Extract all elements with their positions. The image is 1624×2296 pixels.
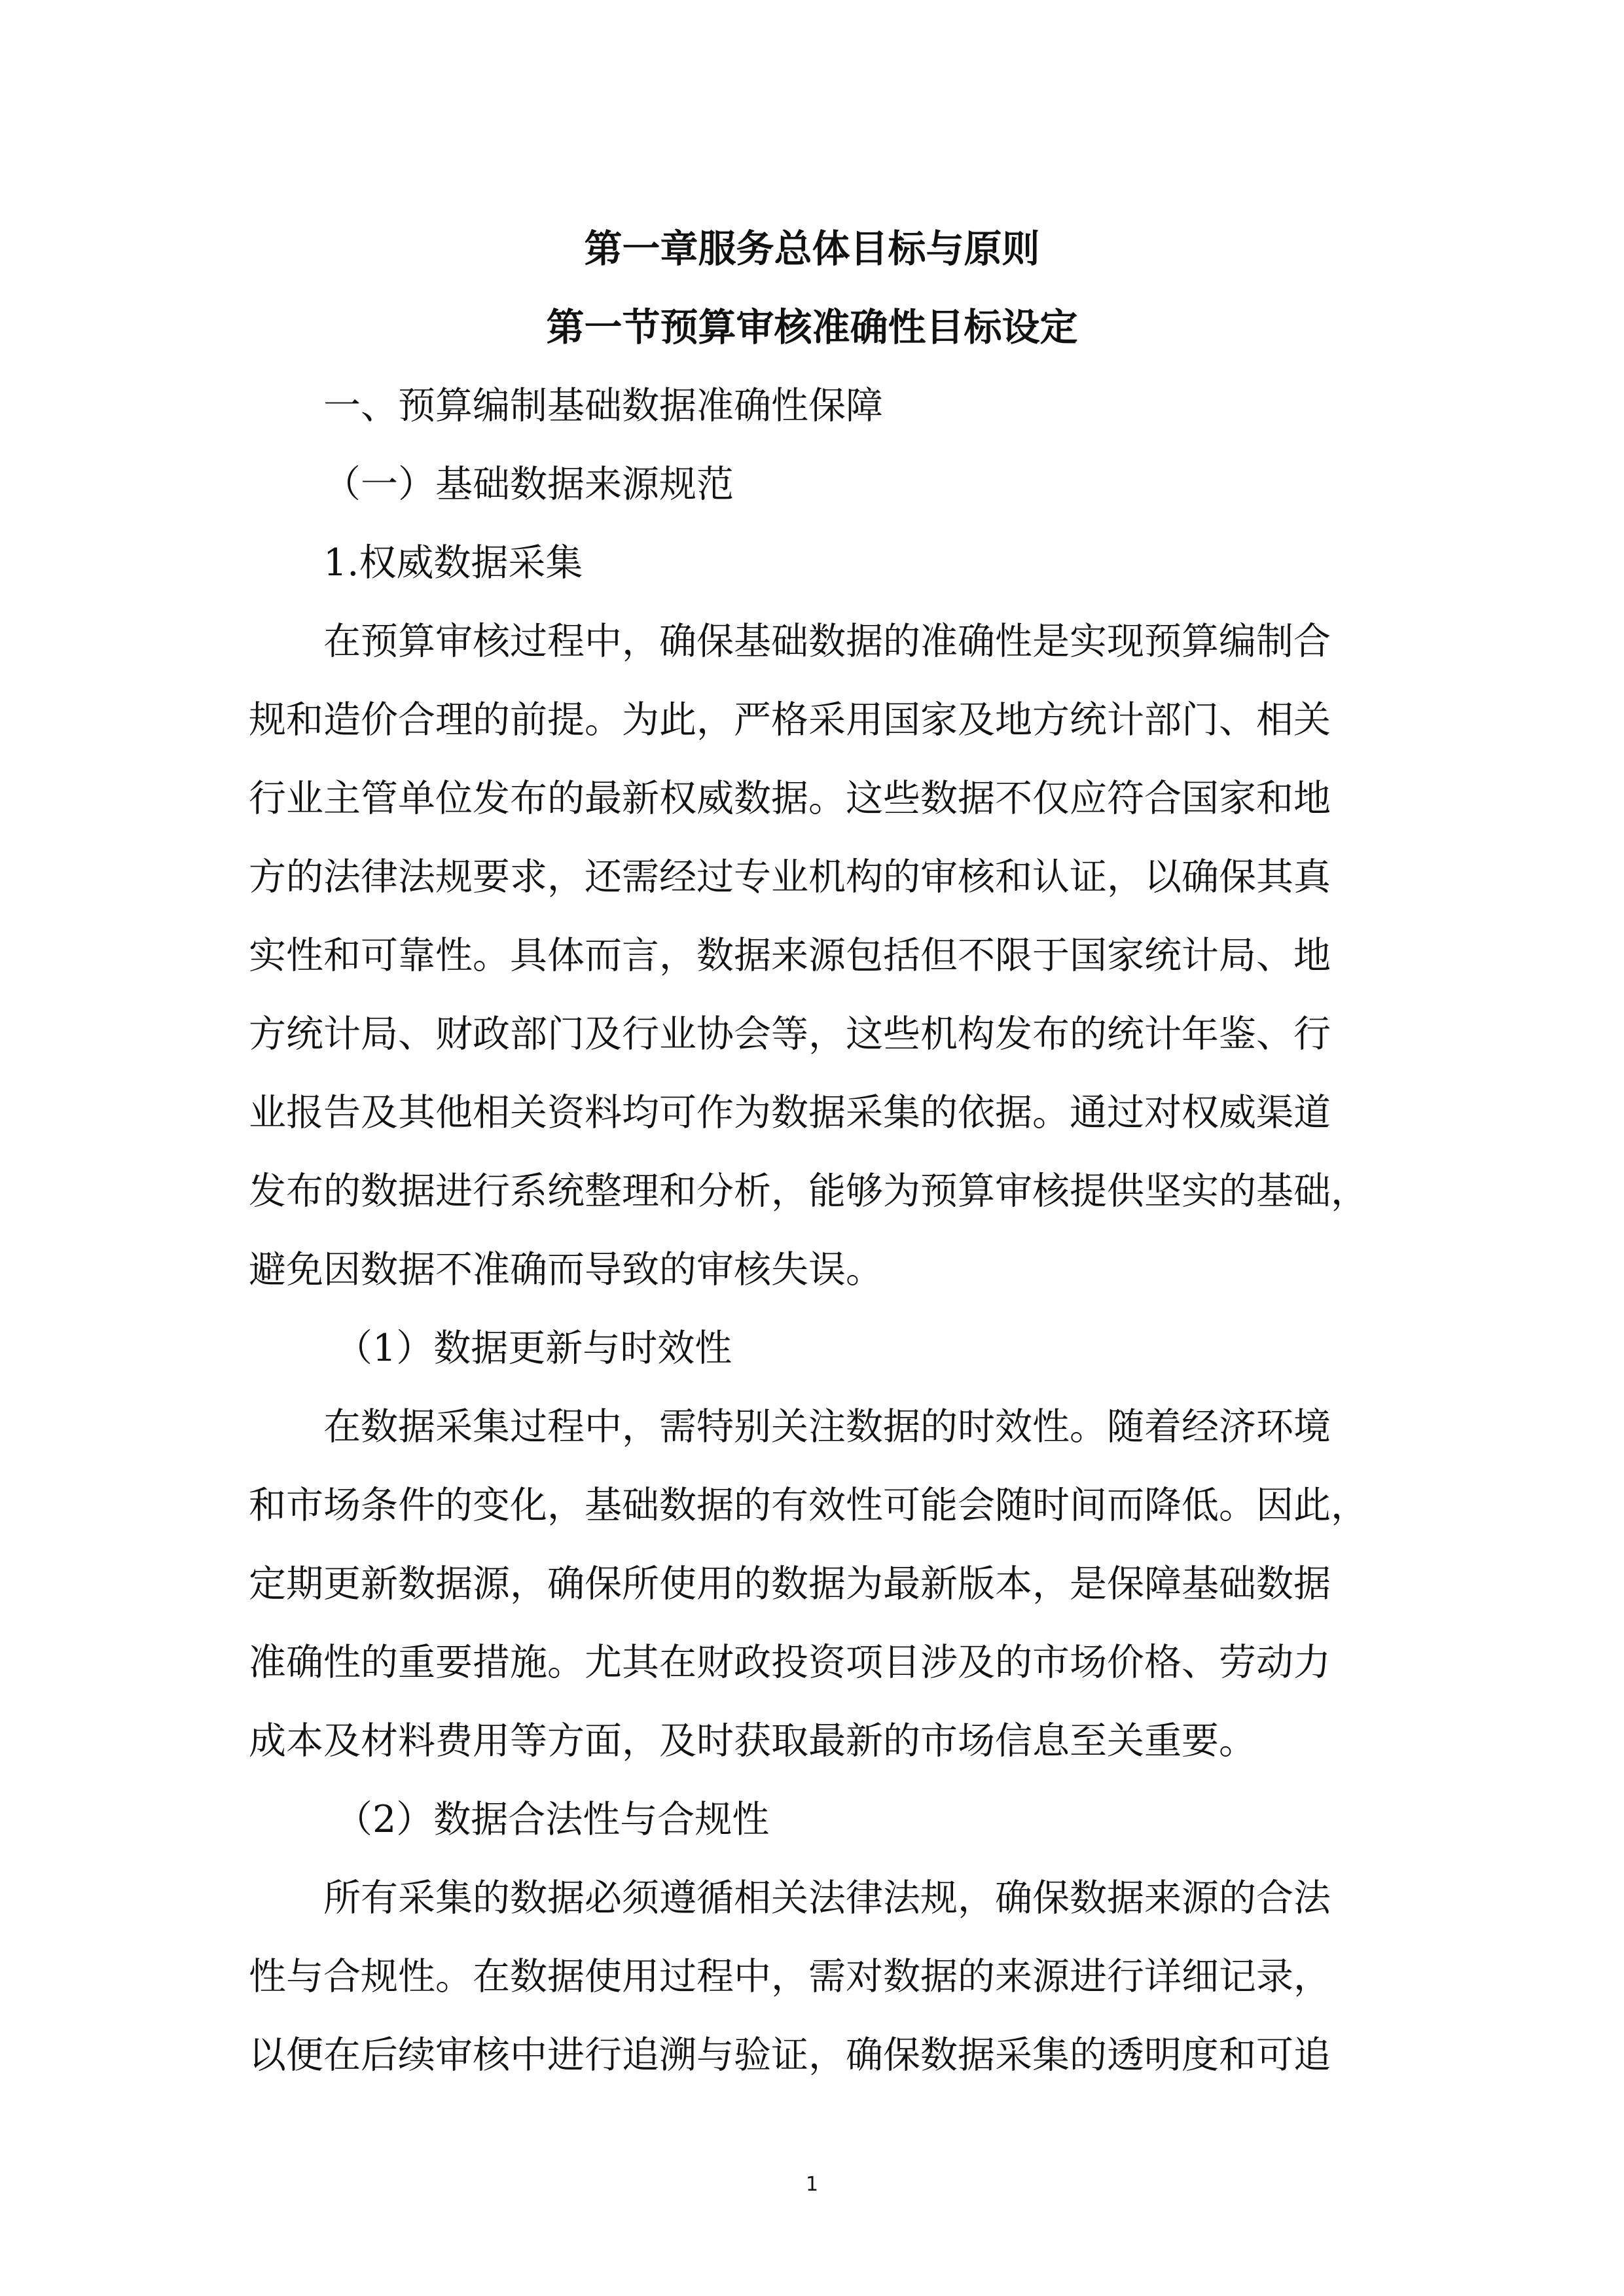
heading-level3: 1.权威数据采集 <box>323 541 583 584</box>
section-title: 第一节预算审核准确性目标设定 <box>546 305 1078 350</box>
paragraph2-line: 在数据采集过程中，需特别关注数据的时效性。随着经济环境 <box>323 1405 1331 1448</box>
paragraph1-line: 业报告及其他相关资料均可作为数据采集的依据。通过对权威渠道 <box>249 1091 1331 1134</box>
paragraph1-line: 方统计局、财政部门及行业协会等，这些机构发布的统计年鉴、行 <box>249 1013 1331 1056</box>
paragraph1-line: 实性和可靠性。具体而言，数据来源包括但不限于国家统计局、地 <box>249 934 1331 977</box>
paragraph1-line: 行业主管单位发布的最新权威数据。这些数据不仅应符合国家和地 <box>249 777 1331 820</box>
paragraph2-line: 成本及材料费用等方面，及时获取最新的市场信息至关重要。 <box>249 1719 1256 1763</box>
paragraph2-line: 定期更新数据源，确保所使用的数据为最新版本，是保障基础数据 <box>249 1562 1331 1605</box>
heading-level1: 一、预算编制基础数据准确性保障 <box>323 384 883 427</box>
paragraph3-line: 所有采集的数据必须遵循相关法律法规，确保数据来源的合法 <box>323 1876 1331 1920</box>
paragraph1-line: 规和造价合理的前提。为此，严格采用国家及地方统计部门、相关 <box>249 698 1331 742</box>
paragraph1-line: 避免因数据不准确而导致的审核失误。 <box>249 1248 883 1291</box>
subheading2: （2）数据合法性与合规性 <box>335 1798 770 1841</box>
paragraph3-line: 性与合规性。在数据使用过程中，需对数据的来源进行详细记录， <box>249 1955 1331 1998</box>
paragraph2-line: 准确性的重要措施。尤其在财政投资项目涉及的市场价格、劳动力 <box>249 1641 1331 1684</box>
chapter-title: 第一章服务总体目标与原则 <box>584 226 1040 271</box>
paragraph1-line: 发布的数据进行系统整理和分析，能够为预算审核提供坚实的基础， <box>249 1170 1368 1213</box>
heading-level2: （一）基础数据来源规范 <box>323 463 734 506</box>
paragraph2-line: 和市场条件的变化，基础数据的有效性可能会随时间而降低。因此， <box>249 1484 1368 1527</box>
subheading1: （1）数据更新与时效性 <box>335 1327 732 1370</box>
paragraph1-line: 在预算审核过程中，确保基础数据的准确性是实现预算编制合 <box>323 620 1331 663</box>
paragraph3-line: 以便在后续审核中进行追溯与验证，确保数据采集的透明度和可追 <box>249 2034 1331 2077</box>
page-number: 1 <box>805 2173 819 2196</box>
paragraph1-line: 方的法律法规要求，还需经过专业机构的审核和认证，以确保其真 <box>249 855 1331 899</box>
